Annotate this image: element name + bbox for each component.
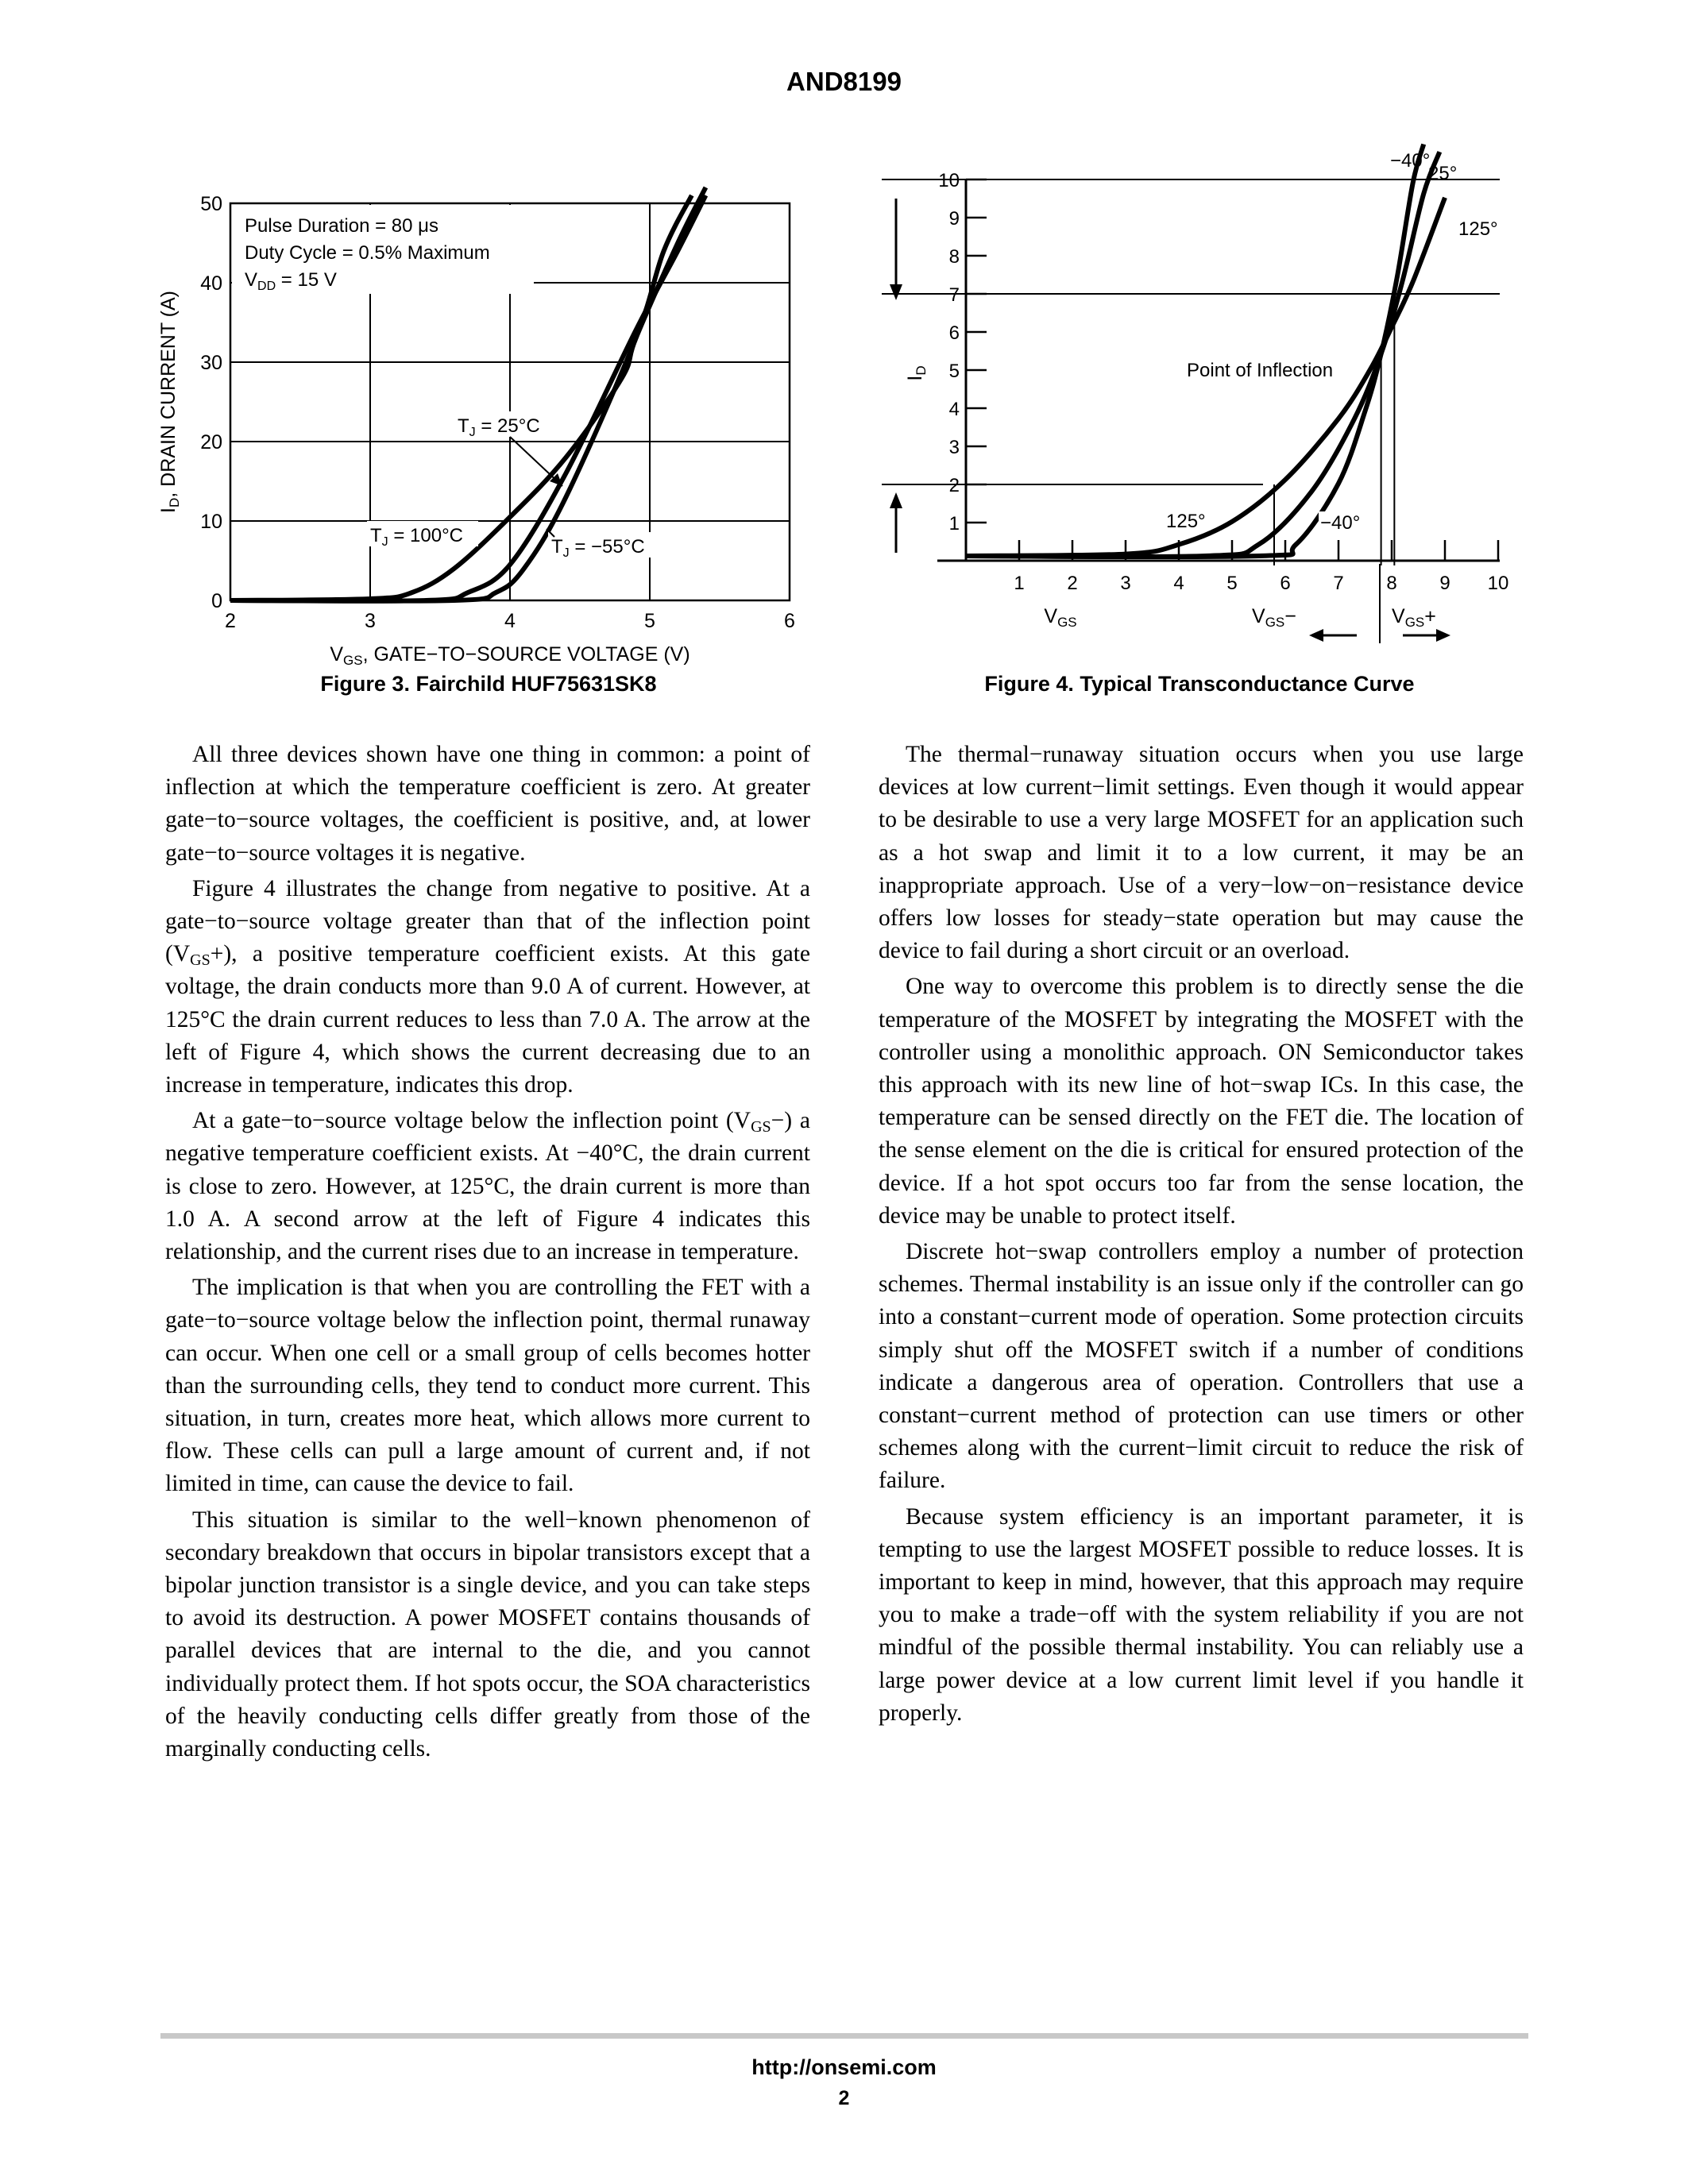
figure-4-label-m40-low: −40°	[1320, 512, 1361, 534]
figure-3-x-tick-label: 2	[225, 610, 236, 632]
figure-4-x-tick-label: 7	[1333, 573, 1344, 594]
figure-3-note-vdd: $V_{DD} = 15$ V	[245, 269, 337, 293]
figure-4-chart	[858, 143, 1541, 707]
figure-3-y-tick-label: 50	[200, 193, 222, 215]
paragraph: All three devices shown have one thing in common: a point of inflection at which the temperature coefficient is zero. At greater gate−to−source voltages, the coefficient is positive, and, at lower gate−to−source voltages it is negative.	[165, 742, 810, 866]
figure-4-y-tick-label: 6	[948, 322, 960, 344]
figure-4-label-25-top: 25°	[1428, 163, 1458, 184]
figure-3-y-tick-label: 20	[200, 431, 222, 453]
figure-3-label-tj100: $T_J = 100^\circ C$	[370, 525, 463, 549]
figure-4-x-tick-label: 3	[1120, 573, 1131, 594]
figure-4-x-tick-label: 10	[1487, 573, 1509, 594]
figure-4-x-tick-label: 2	[1067, 573, 1078, 594]
figure-4-label-125-top: 125°	[1458, 218, 1498, 240]
figure-4-x-tick-label: 8	[1386, 573, 1397, 594]
figure-4-arrow-down-head	[890, 284, 902, 300]
figure-4-y-tick-label: 1	[948, 513, 960, 534]
figure-3-note-duty: Duty Cycle = 0.5% Maximum	[245, 242, 490, 264]
figure-4-y-tick-label: 10	[938, 170, 960, 191]
body-column-left	[165, 739, 810, 1769]
figure-3-x-tick-label: 3	[365, 610, 376, 632]
figure-4-ticks	[938, 170, 1508, 594]
figure-4-label-m40-top: −40°	[1390, 150, 1431, 172]
figure-4-vgs-minus-label: $V_{GS}-$	[1252, 605, 1296, 630]
figure-4-y-tick-label: 3	[948, 437, 960, 458]
figure-4-x-tick-label: 9	[1439, 573, 1450, 594]
figure-4-vgs-arrow-left-head	[1309, 629, 1323, 642]
figure-4-series-m40	[966, 145, 1423, 557]
figure-4-y-tick-label: 9	[948, 208, 960, 230]
figure-4-x-tick-label: 5	[1226, 573, 1238, 594]
figure-3-svg	[143, 159, 826, 707]
paragraph: One way to overcome this problem is to directly sense the die temperature of the MOSFET by integrating the MOSFET with the controller using a monolithic approach. ON Semiconductor takes this approach with its new line of hot−swap ICs. In this case, the temperature can be sensed directly on the FET die. The location of the sense element on the die is critical for ensured protection of the device. If a hot spot occurs too far from the sense location, the device may be unable to protect itself.	[879, 974, 1524, 1229]
figure-3-x-tick-label: 4	[504, 610, 516, 632]
page-number: 2	[838, 2087, 850, 2109]
paragraph: Discrete hot−swap controllers employ a number of protection schemes. Thermal instability is an issue only if the controller can go into a constant−current mode of operation. Some protection circuits simply shut off the MOSFET switch if a number of conditions indicate a dangerous area of operation. Controllers that use a constant−current method of protection can use timers or other schemes along with the current−limit circuit to reduce the risk of failure.	[879, 1239, 1524, 1494]
figure-4-label-125-low: 125°	[1166, 511, 1206, 532]
figure-3-x-tick-label: 5	[644, 610, 655, 632]
figure-3-y-tick-label: 40	[200, 272, 222, 295]
figure-3-x-tick-labels	[225, 610, 795, 632]
paragraph: The implication is that when you are controlling the FET with a gate−to−source voltage below the inflection point, thermal runaway can occur. When one cell or a small group of cells becomes hotter than the surrounding cells, they tend to conduct more current. This situation, in turn, creates more heat, which allows more current to flow. These cells can pull a large amount of current and, if not limited in time, can cause the device to fail.	[165, 1275, 810, 1497]
figure-3-y-axis-label: $I_D$, DRAIN CURRENT (A)	[157, 291, 182, 513]
figure-3-y-tick-labels	[200, 193, 222, 612]
figure-3-y-tick-label: 0	[211, 590, 222, 612]
footer-rule	[160, 2033, 1528, 2039]
figure-4-vgs-label: $V_{GS}$	[1044, 605, 1077, 630]
figure-4-x-tick-label: 6	[1280, 573, 1291, 594]
figure-4-caption: Figure 4. Typical Transconductance Curve	[984, 672, 1415, 696]
figure-3-x-axis-label: $V_{GS}$, GATE−TO−SOURCE VOLTAGE (V)	[330, 643, 690, 668]
figure-4-y-tick-label: 8	[948, 246, 960, 268]
figure-4-series	[966, 145, 1445, 557]
figure-3-y-tick-label: 30	[200, 352, 222, 374]
figure-4-arrow-up-head	[890, 492, 902, 508]
figure-3-label-tjm55: $T_J = -55^\circ C$	[551, 536, 645, 560]
paragraph: At a gate−to−source voltage below the inflection point $(V_{GS}-)$ a negative temperature coefficient exists. At −40°C, the drain current is close to zero. However, at 125°C, the drain current is more than 1.0 A. A second arrow at the left of Figure 4 indicates this relationship, and the current rises due to an increase in temperature.	[165, 1108, 810, 1265]
figure-4-vgs-arrow-right-head	[1436, 629, 1450, 642]
figure-4-series-25	[966, 152, 1439, 557]
figure-4-y-tick-label: 7	[948, 284, 960, 306]
figure-3-note-pulse: Pulse Duration = 80 μs	[245, 215, 438, 237]
paragraph: Because system efficiency is an important parameter, it is tempting to use the largest MOSFET possible to reduce losses. It is important to keep in mind, however, that this approach may require you to make a trade−off with the system reliability if you are not mindful of the possible thermal instability. You can reliably use a large power device at a low current limit level if you handle it properly.	[879, 1503, 1524, 1726]
figure-4-vgs-plus-label: $V_{GS}+$	[1392, 605, 1436, 630]
figure-4-x-tick-label: 4	[1173, 573, 1184, 594]
figure-4-y-tick-label: 2	[948, 475, 960, 496]
figure-3-x-tick-label: 6	[784, 610, 795, 632]
figure-3-label-tj25: $T_J = 25^\circ C$	[458, 415, 540, 439]
figure-3-caption: Figure 3. Fairchild HUF75631SK8	[320, 672, 657, 696]
figure-4-x-tick-label: 1	[1014, 573, 1025, 594]
figure-4-point-of-inflection-label: Point of Inflection	[1187, 360, 1334, 381]
figure-3-y-tick-label: 10	[200, 511, 222, 533]
figure-4-svg	[858, 143, 1541, 707]
figure-4-y-tick-label: 4	[948, 399, 960, 420]
figure-3-chart	[143, 159, 826, 707]
footer-url-link[interactable]: http://onsemi.com	[751, 2055, 937, 2079]
document-title: AND8199	[786, 67, 902, 96]
paragraph: Figure 4 illustrates the change from negative to positive. At a gate−to−source voltage greater than that of the inflection point $(V_{GS}+)$, a positive temperature coefficient exists. At this gate voltage, the drain conducts more than 9.0 A of current. However, at 125°C the drain current reduces to less than 7.0 A. The arrow at the left of Figure 4, which shows the current decreasing due to an increase in temperature, indicates this drop.	[165, 875, 810, 1098]
figure-4-y-tick-label: 5	[948, 361, 960, 382]
paragraph: This situation is similar to the well−known phenomenon of secondary breakdown that occurs in bipolar transistors except that a bipolar junction transistor is a single device, and you can take steps to avoid its destruction. A power MOSFET contains thousands of parallel devices that are internal to the die, and you cannot individually protect them. If hot spots occur, the SOA characteristics of the heavily conducting cells differ greatly from those of the marginally conducting cells.	[165, 1507, 810, 1762]
paragraph: The thermal−runaway situation occurs when you use large devices at low current−limit settings. Even though it would appear to be desirable to use a very large MOSFET for an application such as a hot swap and limit it to a low current, it may be an inappropriate approach. Use of a very−low−on−resistance device offers low losses for steady−state operation but may cause the device to fail during a short circuit or an overload.	[879, 742, 1524, 964]
figure-4-y-axis-label: $I_D$	[904, 365, 929, 381]
body-column-right	[879, 739, 1524, 1733]
